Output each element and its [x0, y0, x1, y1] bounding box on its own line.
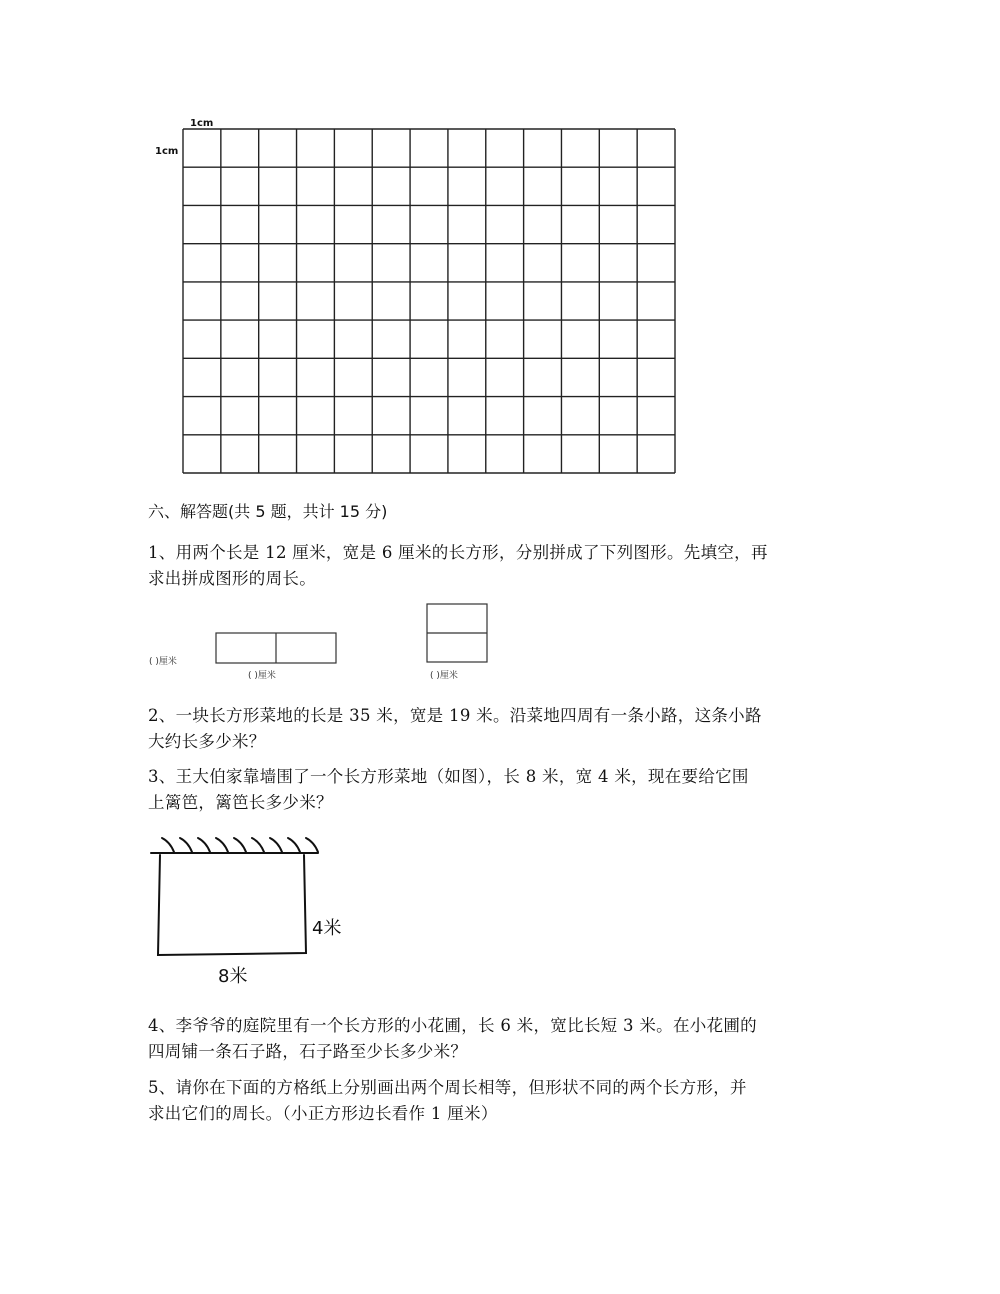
question-5-line-1: 5、请你在下面的方格纸上分别画出两个周长相等，但形状不同的两个长方形，并: [148, 1078, 747, 1097]
wall-hatch: [198, 838, 210, 852]
question-5-line-2: 求出它们的周长。（小正方形边长看作 1 厘米）: [148, 1104, 498, 1123]
wall-hatch: [216, 838, 228, 852]
garden-rect: [158, 855, 306, 955]
fig-label-bottom-1: ( )厘米: [248, 671, 276, 681]
section-heading: 六、解答题(共 5 题，共计 15 分): [148, 502, 388, 521]
wall-hatch: [288, 838, 300, 852]
question-4-line-1: 4、李爷爷的庭院里有一个长方形的小花圃，长 6 米，宽比长短 3 米。在小花圃的: [148, 1016, 757, 1035]
grid-unit-left: 1cm: [155, 146, 179, 157]
wall-hatches: [162, 838, 318, 852]
grid-unit-top: 1cm: [190, 118, 214, 129]
wall-hatch: [234, 838, 246, 852]
question-3-line-1: 3、王大伯家靠墙围了一个长方形菜地（如图），长 8 米，宽 4 米，现在要给它围: [148, 767, 749, 786]
wall-hatch: [306, 838, 318, 852]
question-4: [148, 1013, 868, 1065]
question-2-line-2: 大约长多少米？: [148, 732, 266, 751]
fig-label-bottom-2: ( )厘米: [430, 671, 458, 681]
fig-label-left: ( )厘米: [149, 657, 177, 667]
question-1-line-2: 求出拼成图形的周长。: [148, 569, 316, 588]
width-label: 8米: [218, 966, 248, 987]
question-4-line-2: 四周铺一条石子路，石子路至少长多少米？: [148, 1042, 468, 1061]
height-label: 4米: [312, 918, 342, 939]
question-3-line-2: 上篱笆，篱笆长多少米？: [148, 793, 333, 812]
wall-hatch: [162, 838, 174, 852]
wall-hatch: [180, 838, 192, 852]
wall-hatch: [270, 838, 282, 852]
question-1-line-1: 1、用两个长是 12 厘米，宽是 6 厘米的长方形，分别拼成了下列图形。先填空，再: [148, 543, 768, 562]
wall-hatch: [252, 838, 264, 852]
question-5: [148, 1075, 868, 1127]
question-2-line-1: 2、一块长方形菜地的长是 35 米，宽是 19 米。沿菜地四周有一条小路，这条小路: [148, 706, 762, 725]
